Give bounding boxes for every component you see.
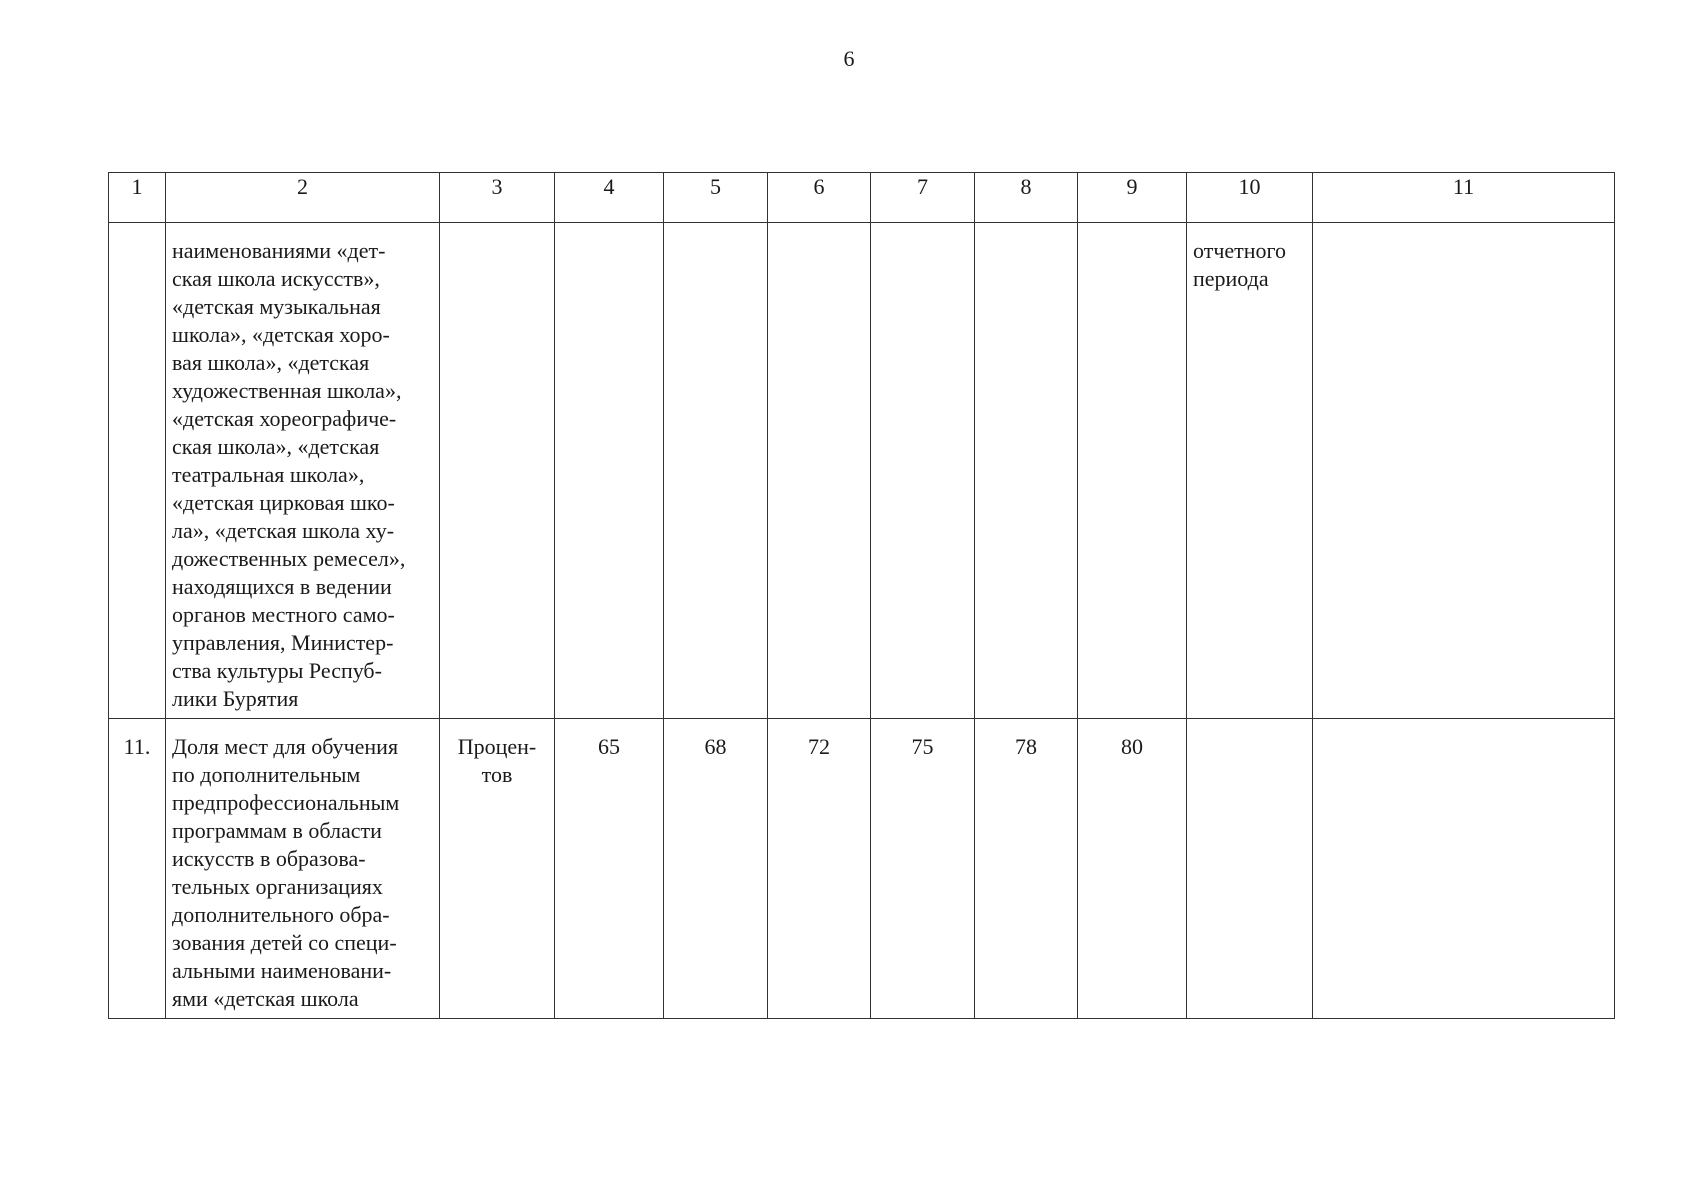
indicator-name: Доля мест для обучения по дополнительным предпрофессиональным программам в области искусств в образова- тельных организациях дополнительного обра- зования детей со специ- альными наименовани- ями «детская школа — [172, 734, 400, 1011]
column-header: 7 — [871, 173, 975, 223]
column-header: 11 — [1313, 173, 1615, 223]
row-number: 11. — [123, 734, 151, 759]
unit: Процен- тов — [457, 734, 537, 787]
value: 78 — [1015, 734, 1037, 759]
value — [768, 223, 870, 237]
table-row — [109, 719, 1615, 1019]
row-number-cell — [109, 223, 166, 719]
column-header: 9 — [1078, 173, 1187, 223]
table-row — [109, 223, 1615, 719]
unit-cell — [440, 719, 555, 1019]
value-cell — [871, 719, 975, 1019]
remarks-cell — [1313, 719, 1615, 1019]
indicator-name-cell — [166, 223, 440, 719]
value-cell — [664, 223, 768, 719]
note-text — [1187, 719, 1312, 733]
column-header: 8 — [975, 173, 1078, 223]
note-cell — [1187, 719, 1313, 1019]
value: 80 — [1121, 734, 1143, 759]
value-cell — [768, 223, 871, 719]
indicator-table — [108, 172, 1615, 1019]
value — [871, 223, 974, 237]
row-number-cell — [109, 719, 166, 1019]
column-header: 3 — [440, 173, 555, 223]
value — [1078, 223, 1186, 237]
value-cell — [768, 719, 871, 1019]
value-cell — [555, 719, 664, 1019]
value: 75 — [911, 734, 934, 759]
remarks-cell — [1313, 223, 1615, 719]
value-cell — [975, 223, 1078, 719]
value: 65 — [598, 734, 620, 759]
value-cell — [664, 719, 768, 1019]
row-number — [109, 223, 165, 237]
value-cell — [1078, 223, 1187, 719]
column-header: 4 — [555, 173, 664, 223]
value — [555, 223, 663, 237]
remarks-text — [1313, 719, 1614, 733]
unit-cell — [440, 223, 555, 719]
value-cell — [871, 223, 975, 719]
value — [975, 223, 1077, 237]
note-cell — [1187, 223, 1313, 719]
column-header: 6 — [768, 173, 871, 223]
value: 72 — [808, 734, 830, 759]
header-row — [109, 173, 1615, 223]
remarks-text — [1313, 223, 1614, 237]
column-header: 1 — [109, 173, 166, 223]
value-cell — [1078, 719, 1187, 1019]
column-header: 10 — [1187, 173, 1313, 223]
value-cell — [975, 719, 1078, 1019]
note-text: отчетного периода — [1193, 238, 1287, 291]
page-number: 6 — [843, 46, 855, 71]
value: 68 — [704, 734, 727, 759]
unit — [440, 223, 554, 237]
column-header: 2 — [166, 173, 440, 223]
column-header: 5 — [664, 173, 768, 223]
indicator-name-cell — [166, 719, 440, 1019]
value-cell — [555, 223, 664, 719]
indicator-name: наименованиями «дет- ская школа искусств», «детская музыкальная школа», «детская хоро- вая школа», «детская художественная школа», «детская хореографиче- ская школа», «детская театральная школа», «детская цирковая шко- ла», «детская школа ху- дожественных ремесел», находящихся в ведении органов местного само- управления, Министер- ства культуры Респуб- лики Бурятия — [172, 238, 406, 711]
value — [664, 223, 767, 237]
